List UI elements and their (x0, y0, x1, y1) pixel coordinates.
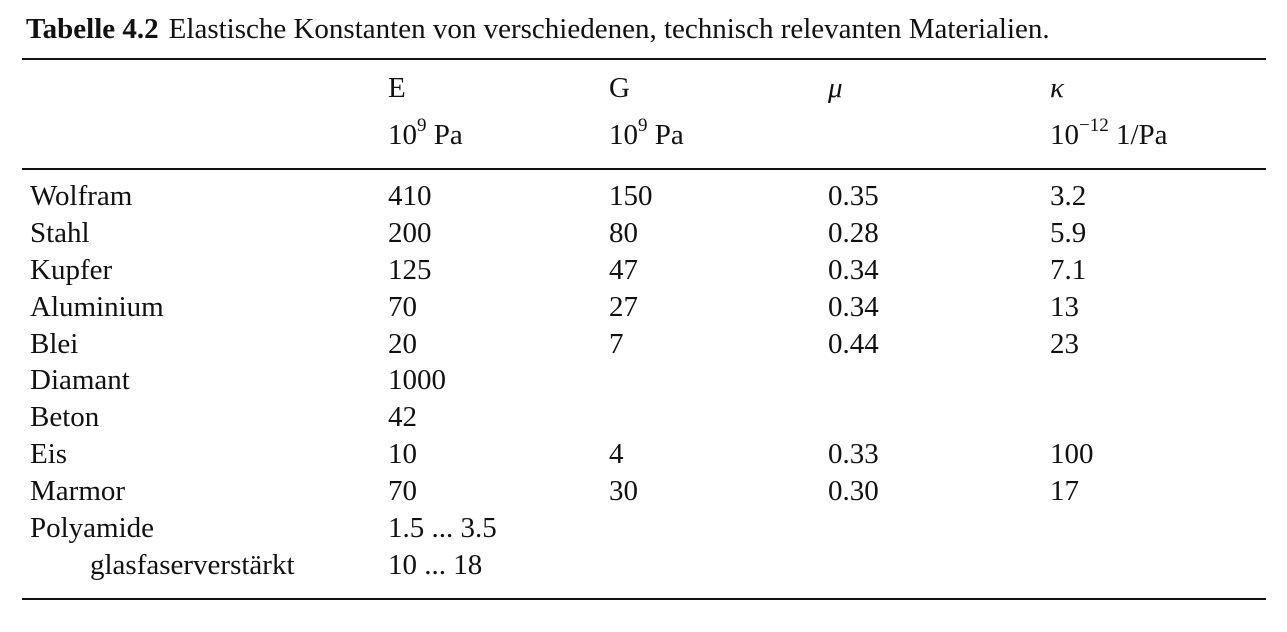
cell-E: 70 (388, 290, 417, 323)
cell-G: 30 (609, 475, 638, 508)
cell-E: 42 (388, 401, 417, 434)
table-row (0, 510, 1287, 547)
cell-E: 125 (388, 253, 432, 286)
cell-G: 47 (609, 253, 638, 286)
table-caption (26, 12, 1050, 46)
cell-kappa: 13 (1050, 290, 1079, 323)
table-row (0, 178, 1287, 215)
table-row (0, 399, 1287, 436)
cell-kappa: 7.1 (1050, 253, 1087, 286)
cell-mu: 0.34 (828, 290, 879, 323)
unit-suffix: Pa (433, 119, 463, 151)
header-symbol-mu: μ (828, 72, 843, 104)
unit-base: 10 (609, 119, 638, 151)
top-rule (22, 58, 1266, 60)
header-symbol-row (0, 70, 1287, 106)
cell-material: Blei (30, 327, 79, 360)
cell-material: Beton (30, 401, 100, 434)
cell-E: 70 (388, 475, 417, 508)
header-unit-kappa (1050, 117, 1168, 153)
cell-G: 27 (609, 290, 638, 323)
table-row (0, 547, 1287, 584)
cell-kappa: 5.9 (1050, 216, 1087, 249)
cell-kappa: 17 (1050, 475, 1079, 508)
table-body (0, 178, 1287, 584)
table-row (0, 252, 1287, 289)
table-row (0, 436, 1287, 473)
cell-kappa: 23 (1050, 327, 1079, 360)
cell-E: 1000 (388, 364, 446, 397)
cell-material: Diamant (30, 364, 130, 397)
cell-E: 200 (388, 216, 432, 249)
cell-material: Marmor (30, 475, 126, 508)
cell-mu: 0.28 (828, 216, 879, 249)
unit-suffix: Pa (654, 119, 684, 151)
cell-material-sub: glasfaserverstärkt (90, 548, 295, 581)
bottom-rule (22, 598, 1266, 600)
unit-base: 10 (1050, 119, 1079, 151)
cell-E: 410 (388, 180, 432, 212)
table-row (0, 473, 1287, 510)
cell-E: 10 (388, 438, 417, 471)
cell-G: 150 (609, 180, 653, 212)
cell-material: Stahl (30, 216, 90, 249)
table-row (0, 326, 1287, 363)
cell-E: 20 (388, 327, 417, 360)
cell-E: 10 ... 18 (388, 548, 483, 581)
header-unit-row (0, 117, 1287, 153)
cell-mu: 0.30 (828, 475, 879, 508)
cell-mu: 0.33 (828, 438, 879, 471)
table-row (0, 289, 1287, 326)
header-rule (22, 168, 1266, 170)
unit-suffix: 1/Pa (1115, 119, 1168, 151)
unit-base: 10 (388, 119, 417, 151)
cell-material: Wolfram (30, 180, 133, 212)
unit-exponent: −12 (1079, 115, 1109, 137)
unit-exponent: 9 (417, 115, 427, 137)
header-symbol-E: E (388, 72, 406, 104)
table-row (0, 215, 1287, 252)
cell-material: Polyamide (30, 512, 155, 545)
table-row (0, 362, 1287, 399)
cell-E: 1.5 ... 3.5 (388, 512, 497, 545)
header-unit-G (609, 117, 684, 153)
table-caption-label: Tabelle 4.2 (26, 13, 159, 45)
header-symbol-G: G (609, 72, 630, 104)
cell-material: Aluminium (30, 290, 164, 323)
cell-mu: 0.44 (828, 327, 879, 360)
cell-G: 80 (609, 216, 638, 249)
cell-G: 7 (609, 327, 624, 360)
cell-mu: 0.35 (828, 180, 879, 212)
table-caption-text: Elastische Konstanten von verschiedenen, technisch relevanten Materialien. (168, 13, 1050, 45)
cell-material: Kupfer (30, 253, 113, 286)
cell-material: Eis (30, 438, 68, 471)
cell-kappa: 3.2 (1050, 180, 1087, 212)
cell-mu: 0.34 (828, 253, 879, 286)
header-unit-E (388, 117, 463, 153)
header-symbol-kappa: κ (1050, 72, 1064, 104)
cell-kappa: 100 (1050, 438, 1094, 471)
cell-G: 4 (609, 438, 624, 471)
unit-exponent: 9 (638, 115, 648, 137)
